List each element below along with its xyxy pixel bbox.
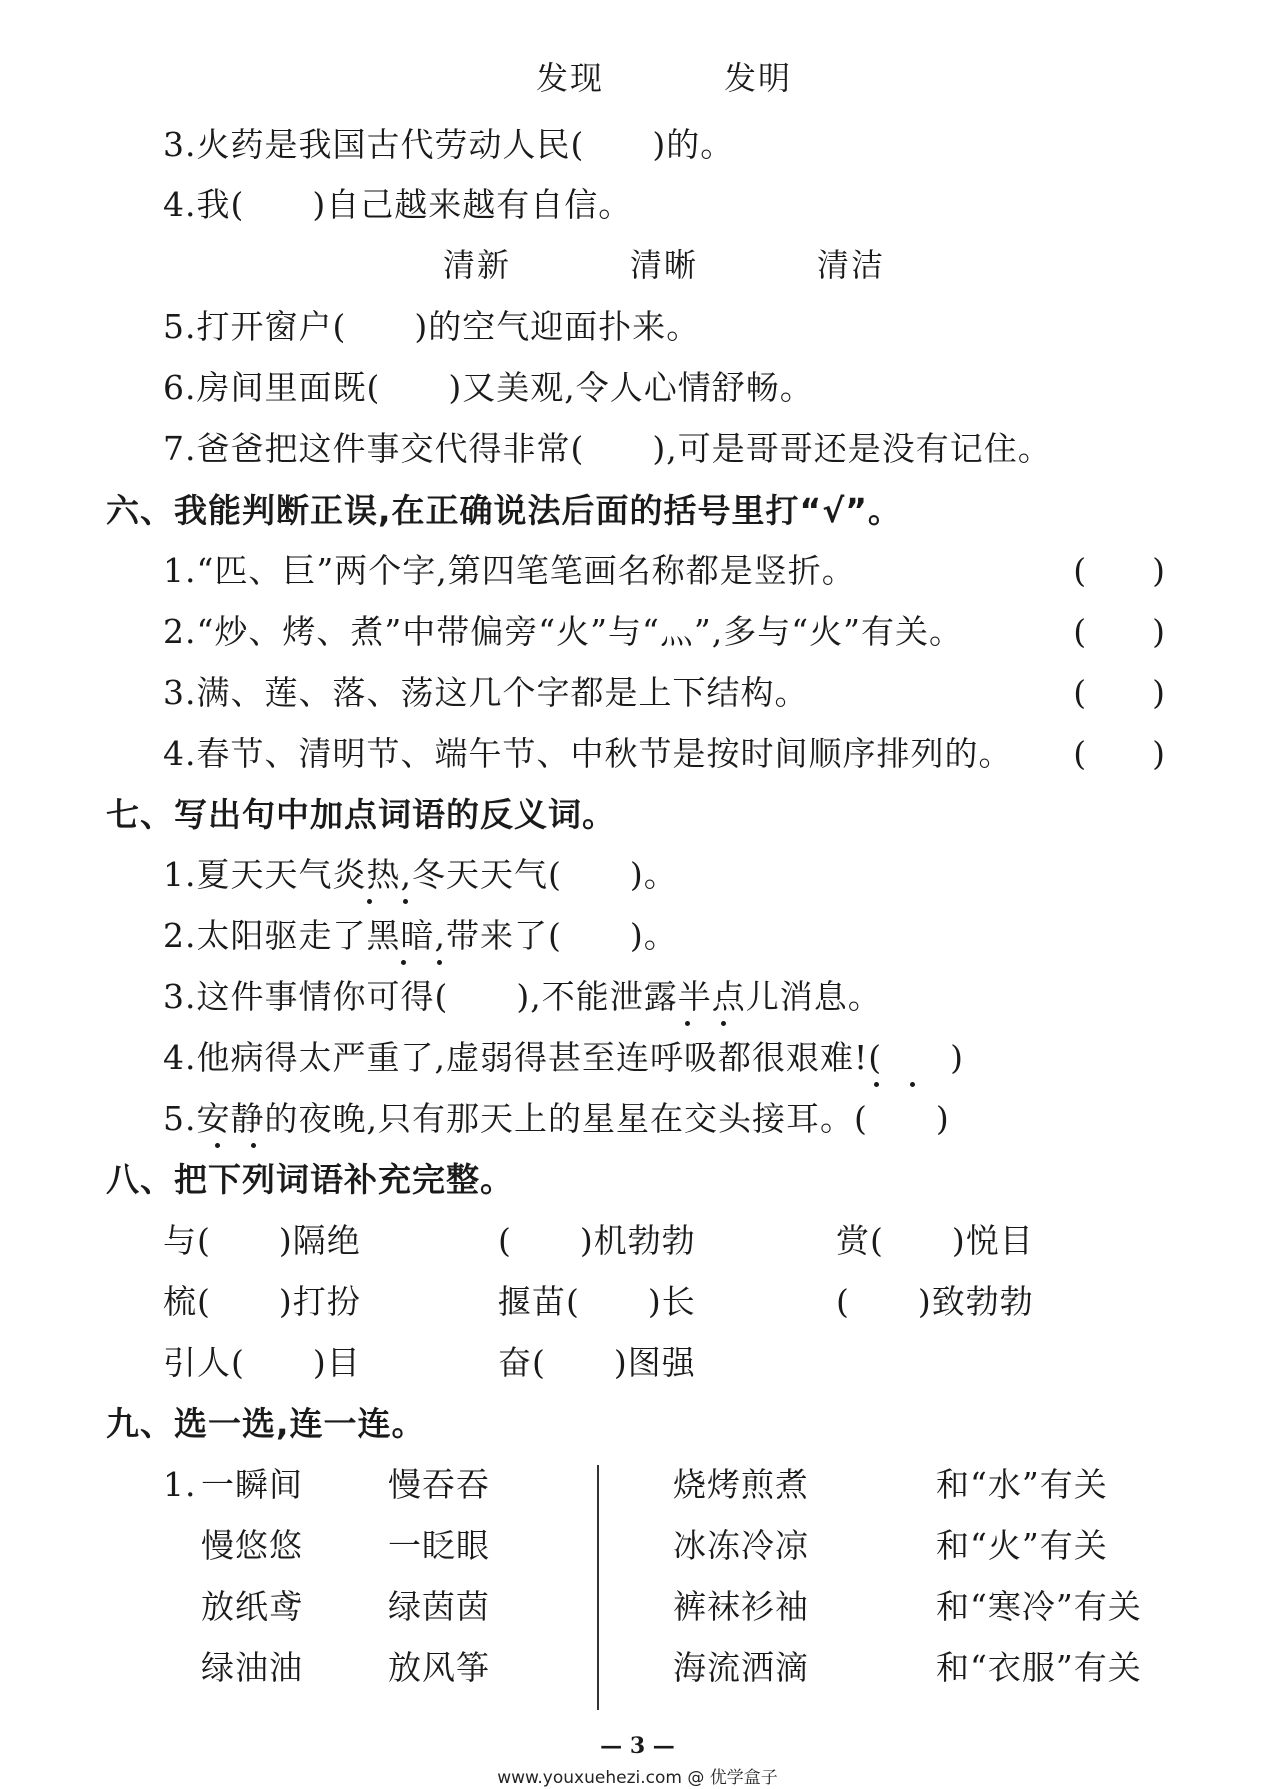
- emphasis-dot: [403, 899, 408, 904]
- match-col2-item[interactable]: 绿茵茵: [388, 1587, 490, 1626]
- section-7-title: 七、写出句中加点词语的反义词。: [106, 795, 616, 834]
- antonym-item-5: 5.安静的夜晚,只有那天上的星星在交头接耳。( ): [163, 1099, 950, 1138]
- emphasis-dot: [401, 960, 406, 965]
- match-col1-item[interactable]: 慢悠悠: [201, 1526, 303, 1565]
- emphasis-dot: [721, 1021, 726, 1026]
- judge-bracket-1[interactable]: ( ): [1073, 551, 1165, 590]
- antonym-item-3: 3.这件事情你可得( ),不能泄露半点儿消息。: [163, 977, 882, 1016]
- match-col2-item[interactable]: 放风筝: [388, 1648, 490, 1687]
- section-8-title: 八、把下列词语补充完整。: [106, 1160, 514, 1199]
- judge-item-1: 1.“匹、巨”两个字,第四笔笔画名称都是竖折。: [163, 551, 856, 590]
- emphasis-dot: [251, 1143, 256, 1148]
- idiom-r3-c2: 奋( )图强: [498, 1343, 696, 1382]
- idiom-r2-c1: 梳( )打扮: [163, 1282, 361, 1321]
- question-5-5: 5.打开窗户( )的空气迎面扑来。: [163, 307, 701, 346]
- idiom-r2-c2: 揠苗( )长: [498, 1282, 696, 1321]
- emphasis-dot: [874, 1082, 879, 1087]
- word-choice-qingjie: 清洁: [817, 246, 886, 284]
- word-choice-qingxi: 清晰: [630, 246, 699, 284]
- match-col2-item[interactable]: 一眨眼: [388, 1526, 490, 1565]
- judge-bracket-2[interactable]: ( ): [1073, 612, 1165, 651]
- match-col2-item[interactable]: 慢吞吞: [388, 1465, 490, 1504]
- word-choice-qingxin: 清新: [443, 246, 512, 284]
- emphasis-dot: [437, 960, 442, 965]
- section-9-title: 九、选一选,连一连。: [106, 1404, 426, 1443]
- judge-item-2: 2.“炒、烤、煮”中带偏旁“火”与“灬”,多与“火”有关。: [163, 612, 963, 651]
- emphasis-dot: [367, 899, 372, 904]
- antonym-item-1: 1.夏天天气炎热,冬天天气( )。: [163, 855, 678, 894]
- idiom-r1-c1: 与( )隔绝: [163, 1221, 361, 1260]
- match-col3-item[interactable]: 海流洒滴: [673, 1648, 809, 1687]
- match-col3-item[interactable]: 烧烤煎煮: [673, 1465, 809, 1504]
- judge-bracket-3[interactable]: ( ): [1073, 673, 1165, 712]
- idiom-r2-c3: ( )致勃勃: [836, 1282, 1034, 1321]
- match-col4-item[interactable]: 和“衣服”有关: [936, 1648, 1142, 1687]
- question-5-7: 7.爸爸把这件事交代得非常( ),可是哥哥还是没有记住。: [163, 429, 1052, 468]
- question-5-4: 4.我( )自己越来越有自信。: [163, 185, 633, 224]
- emphasis-dot: [685, 1021, 690, 1026]
- judge-bracket-4[interactable]: ( ): [1073, 734, 1165, 773]
- match-col4-item[interactable]: 和“水”有关: [936, 1465, 1108, 1504]
- match-col1-item[interactable]: 绿油油: [201, 1648, 303, 1687]
- match-col3-item[interactable]: 裤袜衫袖: [673, 1587, 809, 1626]
- watermark: www.youxuehezi.com @ 优学盒子: [497, 1768, 778, 1788]
- question-5-3: 3.火药是我国古代劳动人民( )的。: [163, 125, 735, 164]
- page-number: — 3 —: [600, 1733, 675, 1759]
- question-5-6: 6.房间里面既( )又美观,令人心情舒畅。: [163, 368, 814, 407]
- idiom-r3-c1: 引人( )目: [163, 1343, 361, 1382]
- antonym-item-4: 4.他病得太严重了,虚弱得甚至连呼吸都很艰难!( ): [163, 1038, 964, 1077]
- judge-item-4: 4.春节、清明节、端午节、中秋节是按时间顺序排列的。: [163, 734, 1013, 773]
- match-number: 1.: [163, 1465, 197, 1504]
- word-choice-faming: 发明: [724, 59, 793, 97]
- emphasis-dot: [910, 1082, 915, 1087]
- antonym-item-2: 2.太阳驱走了黑暗,带来了( )。: [163, 916, 678, 955]
- match-col4-item[interactable]: 和“火”有关: [936, 1526, 1108, 1565]
- match-col1-item[interactable]: 放纸鸢: [201, 1587, 303, 1626]
- judge-item-3: 3.满、莲、落、荡这几个字都是上下结构。: [163, 673, 809, 712]
- match-col1-item[interactable]: 一瞬间: [201, 1465, 303, 1504]
- match-col3-item[interactable]: 冰冻冷凉: [673, 1526, 809, 1565]
- column-divider: [597, 1465, 599, 1710]
- word-choice-faxian: 发现: [536, 59, 605, 97]
- match-col4-item[interactable]: 和“寒冷”有关: [936, 1587, 1142, 1626]
- emphasis-dot: [215, 1143, 220, 1148]
- section-6-title: 六、我能判断正误,在正确说法后面的括号里打“√”。: [106, 491, 902, 530]
- idiom-r1-c3: 赏( )悦目: [836, 1221, 1034, 1260]
- idiom-r1-c2: ( )机勃勃: [498, 1221, 696, 1260]
